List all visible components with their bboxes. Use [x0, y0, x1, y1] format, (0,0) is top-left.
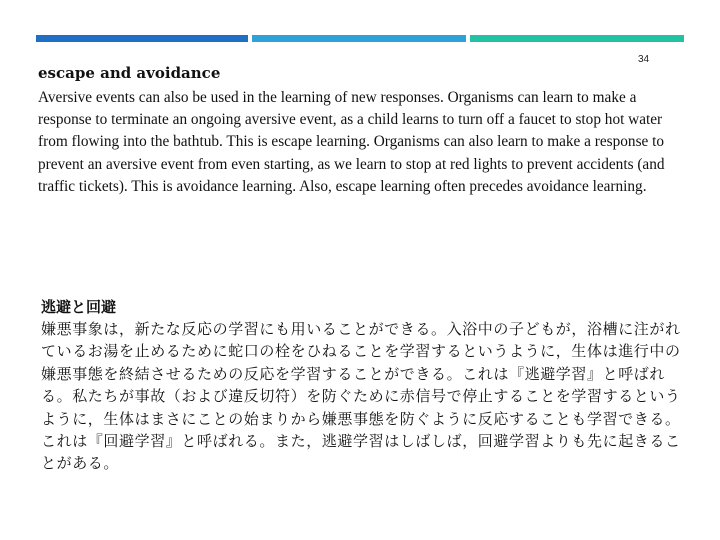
- japanese-heading: 逃避と回避: [41, 298, 117, 316]
- header-bar-teal: [470, 35, 684, 42]
- english-heading: escape and avoidance: [38, 64, 221, 82]
- header-bar-light-blue: [252, 35, 466, 42]
- header-color-bars: [36, 35, 684, 42]
- english-body: Aversive events can also be used in the learning of new responses. Organisms can learn to make a response to terminate an ongoing aversive event, as a child learns to turn off a faucet to stop hot water from flowing into the bathtub. This is escape learning. Organisms can also learn to make a response to prevent an aversive event from even starting, as we learn to stop at red lights to prevent accidents (and traffic tickets). This is avoidance learning. Also, escape learning often precedes avoidance learning.: [38, 89, 665, 195]
- japanese-body: 嫌悪事象は，新たな反応の学習にも用いることができる。入浴中の子どもが，浴槽に注がれているお湯を止めるために蛇口の栓をひねることを学習するというように，生体は進行中の嫌悪事態を終結させるための反応を学習することができる。これは『逃避学習』と呼ばれる。私たちが事故（および違反切符）を防ぐために赤信号で停止することを学習するというように，生体はまさにことの始まりから嫌悪事態を防ぐように反応することも学習できる。これは『回避学習』と呼ばれる。また，逃避学習はしばしば，回避学習よりも先に起きることがある。: [41, 320, 681, 473]
- slide-number: 34: [638, 54, 650, 65]
- header-bar-blue: [36, 35, 248, 42]
